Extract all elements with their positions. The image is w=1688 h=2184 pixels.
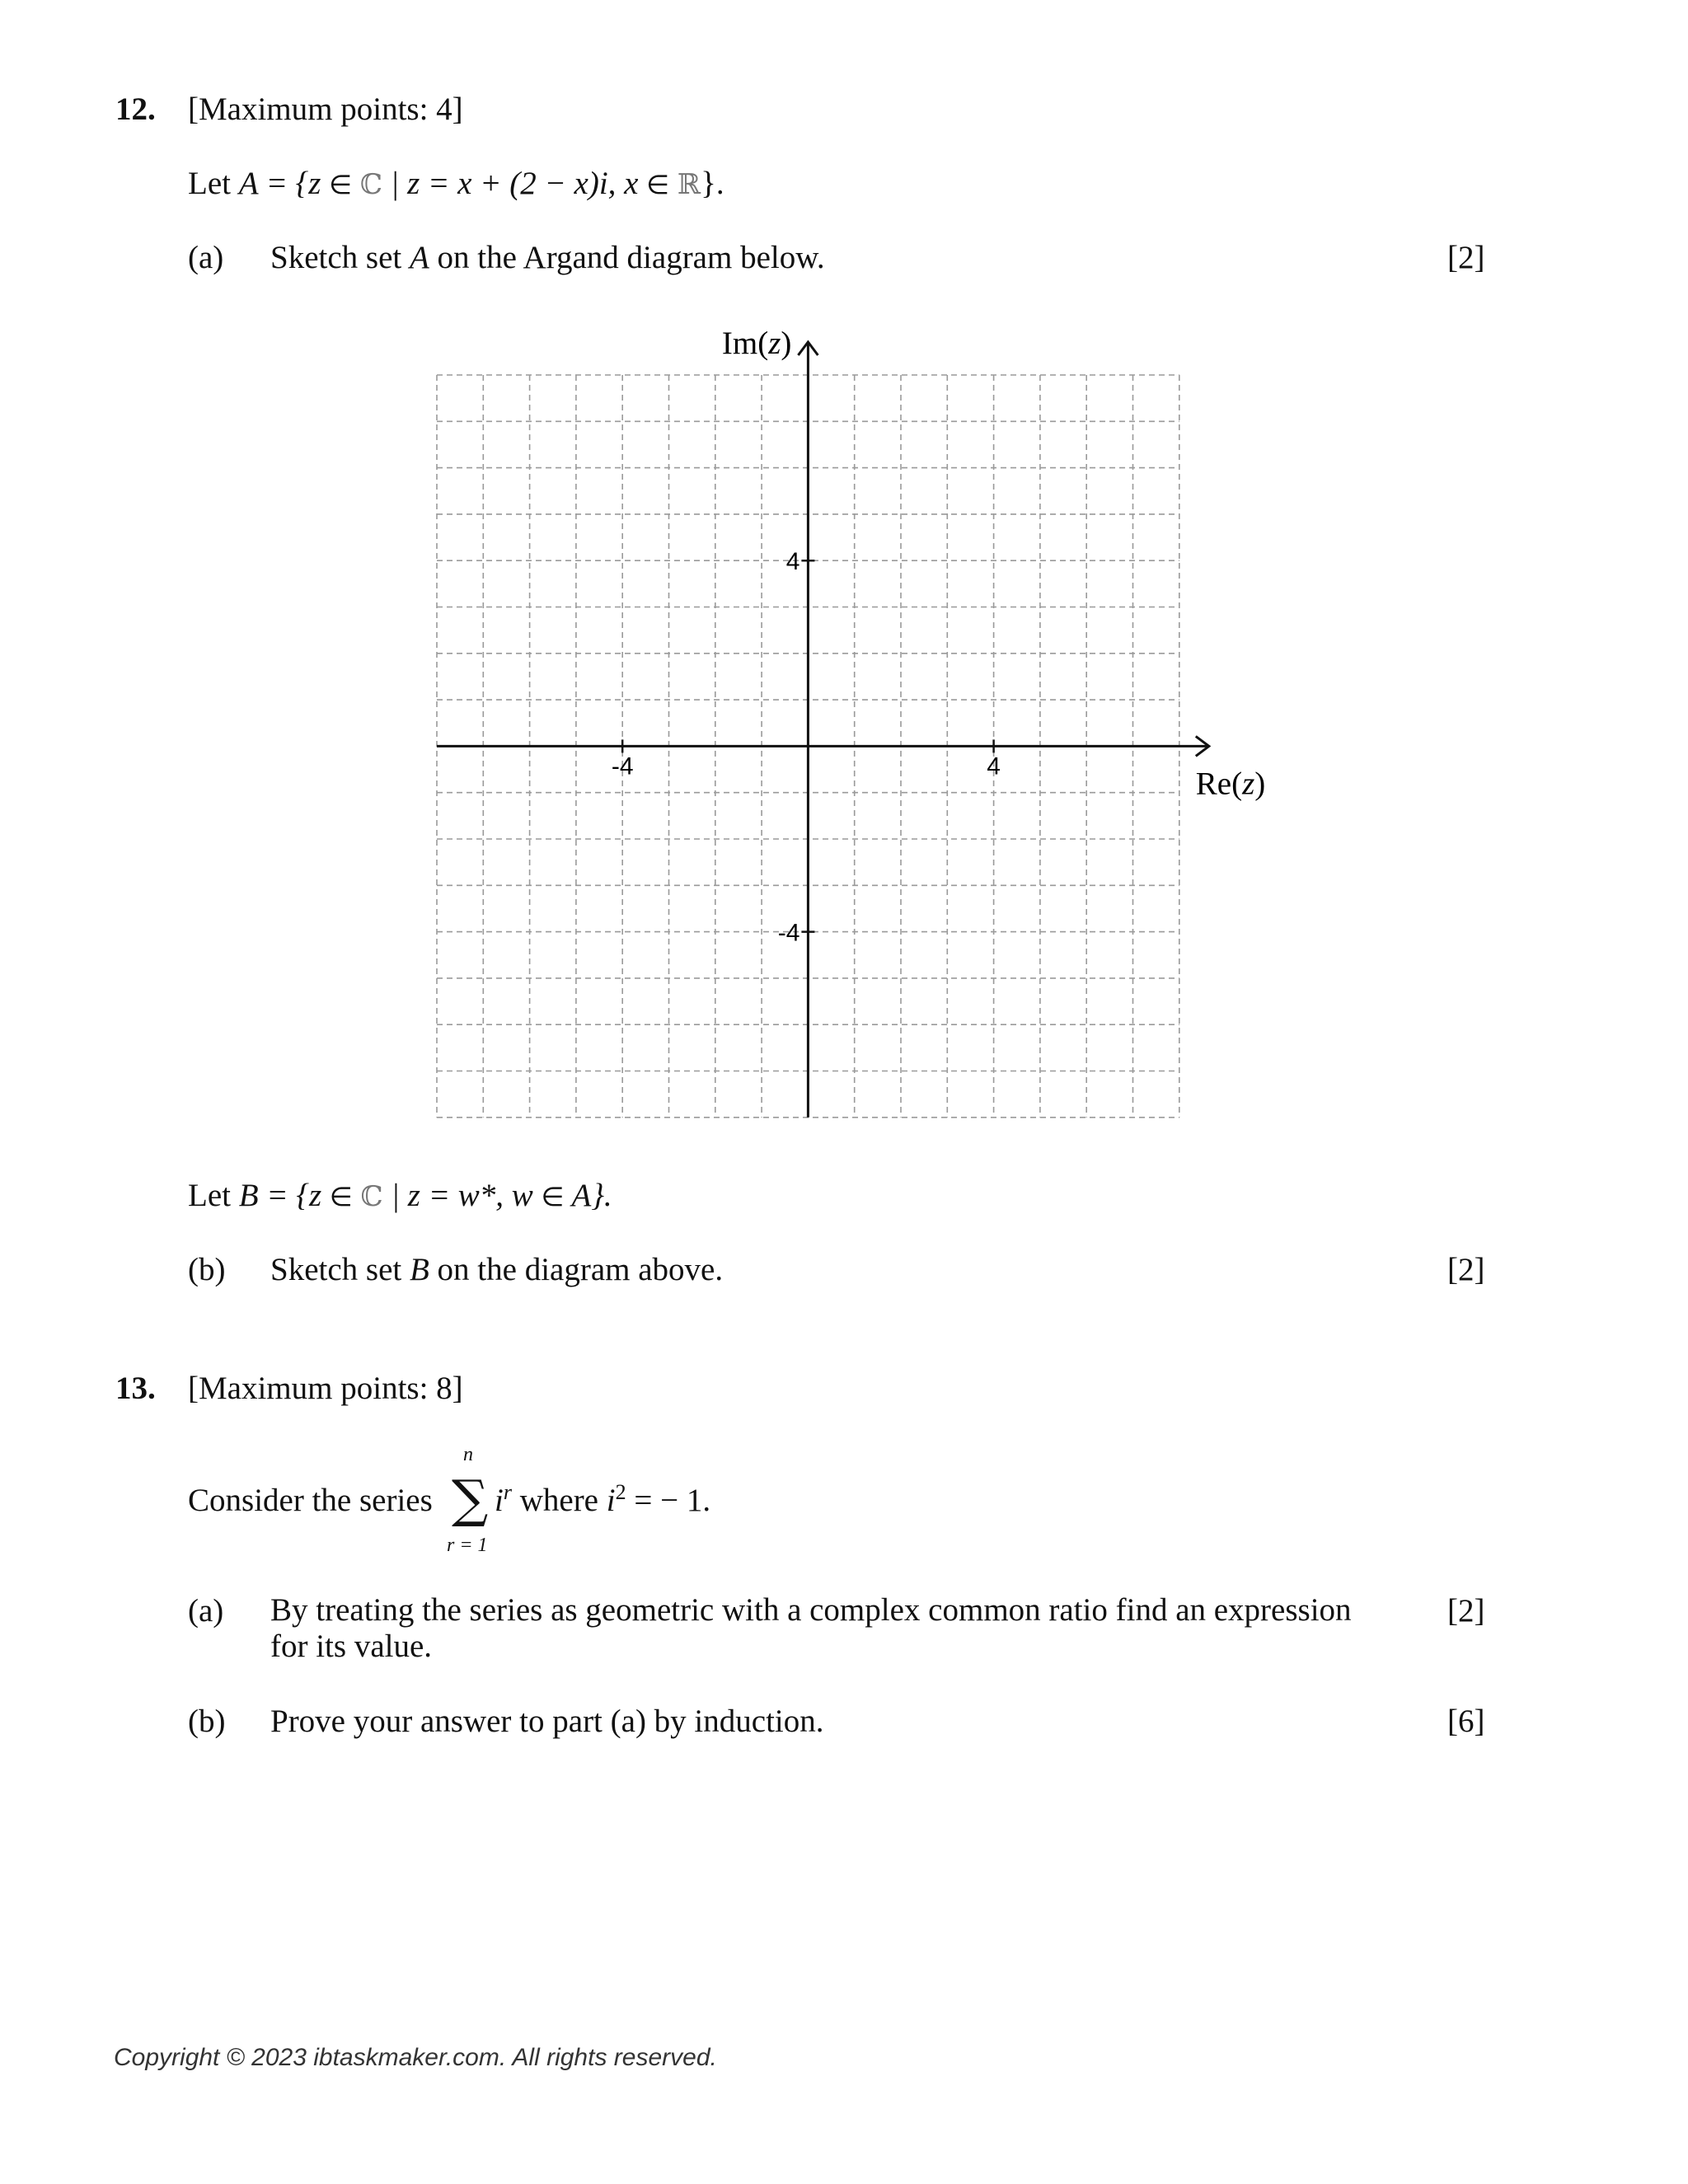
x-axis-label: Re(z): [1195, 766, 1266, 802]
argand-diagram: [396, 313, 1319, 1129]
question-13-part-b-marks: [6]: [1447, 1704, 1485, 1739]
question-13-number: 13.: [115, 1371, 156, 1406]
question-12-part-a-label: (a): [188, 240, 224, 275]
question-12-max-points: [Maximum points: 4]: [188, 91, 463, 127]
question-13-series-term: $i^r$ where $i^2$ = − 1.: [495, 1480, 711, 1518]
y-tick-label-pos4: 4: [785, 548, 800, 576]
y-axis-label: Im(z): [721, 326, 792, 361]
question-12-part-b-marks: [2]: [1447, 1252, 1485, 1287]
x-tick-label-pos4: 4: [987, 752, 1001, 780]
question-13-part-b-text: Prove your answer to part (a) by induction.: [270, 1704, 824, 1739]
diagram-axes: [437, 342, 1209, 1118]
question-12-number: 12.: [115, 91, 156, 127]
question-12-set-b-definition: Let B = {z ∈ ℂ | z = w*, w ∈ A}.: [188, 1178, 612, 1213]
question-13-part-a-label: (a): [188, 1593, 224, 1629]
sum-sigma-symbol: ∑: [452, 1469, 489, 1529]
question-12-set-a-definition: Let A = {z ∈ ℂ | z = x + (2 − x)i, x ∈ ℝ}.: [188, 166, 724, 201]
question-13-part-a-marks: [2]: [1447, 1593, 1485, 1629]
question-12-part-a-marks: [2]: [1447, 240, 1485, 275]
sum-lower-limit: r = 1: [447, 1535, 488, 1556]
question-13-part-a-text: By treating the series as geometric with a complex common ratio find an expression for its value.: [270, 1592, 1352, 1664]
sum-upper-limit: n: [463, 1444, 473, 1465]
copyright-footer: Copyright © 2023 ibtaskmaker.com. All rights reserved.: [114, 2044, 717, 2071]
question-12-part-b-label: (b): [188, 1252, 226, 1287]
question-13-consider-text: Consider the series: [188, 1483, 433, 1518]
x-tick-label-neg4: -4: [611, 752, 634, 780]
question-12-part-a-text: Sketch set A on the Argand diagram below.: [270, 240, 825, 275]
question-13-part-b-label: (b): [188, 1704, 226, 1739]
question-13-max-points: [Maximum points: 8]: [188, 1371, 463, 1406]
question-12-part-b-text: Sketch set B on the diagram above.: [270, 1252, 724, 1287]
y-tick-label-neg4: -4: [777, 919, 800, 947]
